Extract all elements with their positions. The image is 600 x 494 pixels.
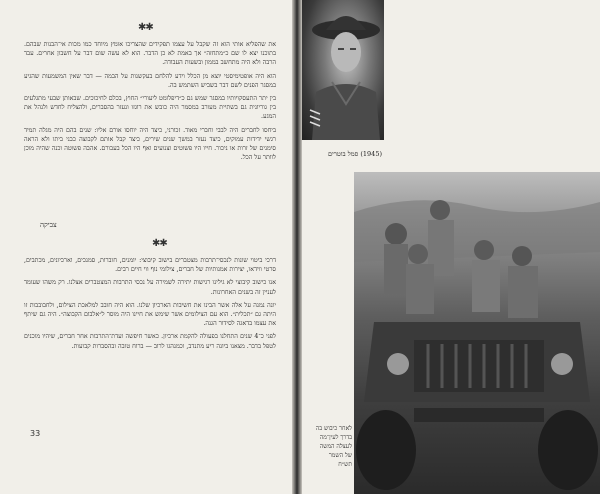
- page-number: 33: [30, 429, 41, 438]
- caption-line: לאחר כיבוש בה: [315, 425, 352, 432]
- text-section-1: [24, 40, 276, 166]
- paragraph: בין יתר התעסקויותיו במסגר שמש גם כ״דיפלומט ליעורי״ החוץ, בכלם לחיכוכים. שבאותן שבעי מתגלעים בין גוריונית גם בשתיית מעורב במסמר היה כובש את רוגזו ונעזר בהסברים, ולהצליח לחדש ולנהל את המגע.: [24, 95, 276, 121]
- jeep-soldiers-photo: [354, 172, 600, 494]
- paragraph: הוא היה אופטימיסטי יוצא מן הכלל וידע להלחם בעקשנות על הבמה — דבר שאין המשמעות שהגיע במסגר הפנים לשם דבר בשביש השתמש בה.: [24, 72, 276, 89]
- right-page: [302, 0, 600, 494]
- section-divider-stars-top: ✱✱: [138, 22, 153, 33]
- paragraph: אנו כישוב קיבוצי לא גילינו רגישות יתירה לשמירה על נכסי התרבות המצטברים אצלנו. רק משהו שעומד לעניין זה בשנים האחרונות.: [24, 279, 276, 296]
- portrait-caption: (1945) סמל בוטרים: [327, 150, 382, 158]
- soldier-portrait-photo: [302, 0, 384, 140]
- book-gutter: [292, 0, 302, 494]
- paragraph: את שהפליא אותי הוא זה שקבל על עצמו תפקידים שהצריכו אומץ מיוחד כמו מכות אי־הבנות שבהם. בתוכנו יצא לו שם כ״מתחזה״ אך באמת לא כן הדבר. הוא לא עשה שום דבר על חשבון אחרים. עבד הרבה ולא היה מתחשב בממון ובשעות העבודה.: [24, 41, 276, 67]
- section-divider-stars-bottom: ✱✱: [152, 238, 167, 249]
- left-page: [0, 0, 292, 494]
- caption-line: בדרך לעין־מה: [319, 434, 352, 441]
- jeep-caption: [306, 424, 352, 469]
- caption-line: של השמר: [328, 452, 352, 459]
- paragraph: דרכי ביטוי שונות לנכסי־תרבות מצטברים בישוב קיבוצי: יומנים, חוברות, סמנכים, וארכיונים, מכתבים, סרטי ווידאו, יצירות אמנותיות של חברים, צילומי נוף ווי חיים רבים.: [24, 257, 276, 274]
- paragraph: ביחסו לחברים היה לבבי וחברי מאוד. זכורני, כיצד היה יוחסו אורם אליו: שנים בהם היה מגלה תמיד רגשי ידידות עמוקים, כיצד נעזר במשך שנים שירים, כיצד קבל אותם לקבוצה כבני ביתו ולא הראה סימנים של זרות או ניכור. חייו היו פשוטים וצנועים ואף היו הכל בעבורם. אהבה פשוטה וכנה שהיה מוכן לוותר על הכל.: [24, 126, 276, 162]
- paragraph: יונה נמנה על אלה אשר הבינו את חשיבות הארכיון שלנו. הוא היה חובב למלאכת הצילום, ולחבובבות זו היתה גם ״תכלית״. הוא עם הצילומים אשר שימש את חיינו היה מוסר ל״אלבום הקבוצה״. היה גם שיתף את עצמו בדאגה לסידור הגנה.: [24, 301, 276, 328]
- text-section-2: [24, 256, 276, 355]
- caption-line: לעצלה המשה: [319, 443, 352, 450]
- author-signature: צביקה: [40, 221, 57, 229]
- caption-line: תש״ח: [338, 461, 352, 468]
- jeep-illustration: [354, 172, 600, 494]
- paragraph: לפני כ־4 שנים התחלנו בפעולה להקמת ארכיון. כאשר חיפשה ועדת־התרבות אחר חברים, שיהיו מוכנים לטפל בדבר. מצאנו ביונה ריע מתנדב, וכמנהגו לרוב — ברוח טובה ובהסברות קבועות.: [24, 333, 277, 350]
- portrait-illustration: [302, 0, 384, 140]
